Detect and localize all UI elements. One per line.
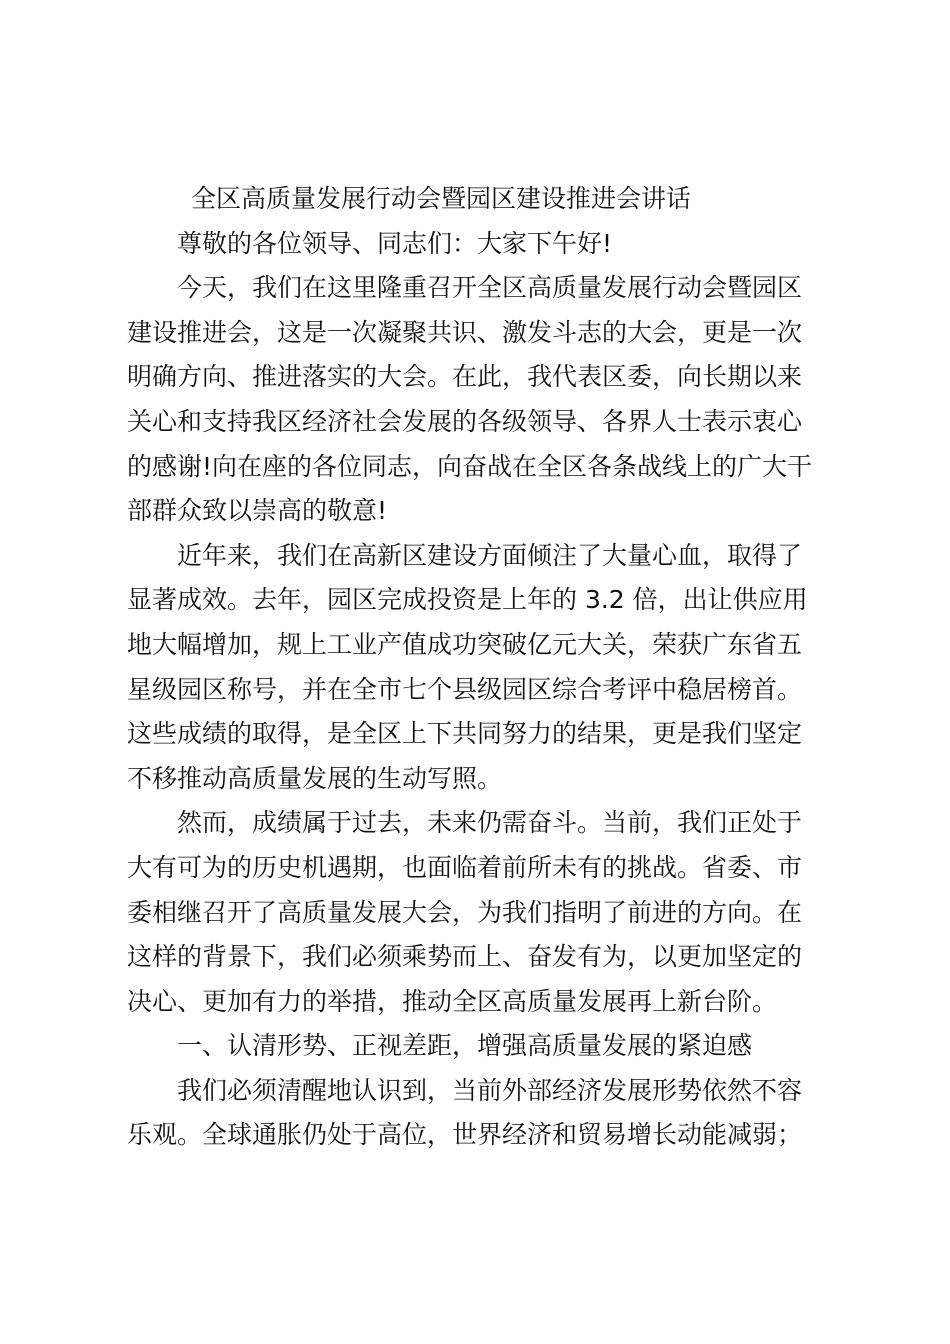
text-line: 的感谢!向在座的各位同志，向奋战在全区各条战线上的广大干 <box>127 451 813 481</box>
text-line: 今天，我们在这里隆重召开全区高质量发展行动会暨园区 <box>177 273 803 303</box>
text-line: 这些成绩的取得，是全区上下共同努力的结果，更是我们坚定 <box>127 719 803 749</box>
text-line: 不移推动高质量发展的生动写照。 <box>127 763 503 793</box>
text-line: 明确方向、推进落实的大会。在此，我代表区委，向长期以来 <box>127 362 803 392</box>
text-line: 部群众致以崇高的敬意! <box>127 496 388 526</box>
document-body <box>127 177 827 1158</box>
speech-text <box>127 222 827 1158</box>
text-line: 一、认清形势、正视差距，增强高质量发展的紧迫感 <box>177 1031 753 1061</box>
text-line: 显著成效。去年，园区完成投资是上年的 3.2 倍，出让供应用 <box>127 585 808 615</box>
text-line: 大有可为的历史机遇期，也面临着前所未有的挑战。省委、市 <box>127 852 803 882</box>
text-line: 然而，成绩属于过去，未来仍需奋斗。当前，我们正处于 <box>177 808 803 838</box>
text-line: 关心和支持我区经济社会发展的各级领导、各界人士表示衷心 <box>127 406 803 436</box>
text-line: 星级园区称号，并在全市七个县级园区综合考评中稳居榜首。 <box>127 674 803 704</box>
text-line: 决心、更加有力的举措，推动全区高质量发展再上新台阶。 <box>127 986 778 1016</box>
text-line: 我们必须清醒地认识到，当前外部经济发展形势依然不容 <box>177 1075 803 1105</box>
text-line: 这样的背景下，我们必须乘势而上、奋发有为，以更加坚定的 <box>127 942 803 972</box>
text-line: 地大幅增加，规上工业产值成功突破亿元大关，荣获广东省五 <box>127 629 803 659</box>
text-line: 尊敬的各位领导、同志们：大家下午好! <box>177 228 613 258</box>
text-line: 近年来，我们在高新区建设方面倾注了大量心血，取得了 <box>177 540 803 570</box>
text-line: 乐观。全球通胀仍处于高位，世界经济和贸易增长动能减弱； <box>127 1120 803 1150</box>
document-title: 全区高质量发展行动会暨园区建设推进会讲话 <box>191 184 692 213</box>
text-line: 委相继召开了高质量发展大会，为我们指明了前进的方向。在 <box>127 897 803 927</box>
text-line: 建设推进会，这是一次凝聚共识、激发斗志的大会，更是一次 <box>127 317 803 347</box>
